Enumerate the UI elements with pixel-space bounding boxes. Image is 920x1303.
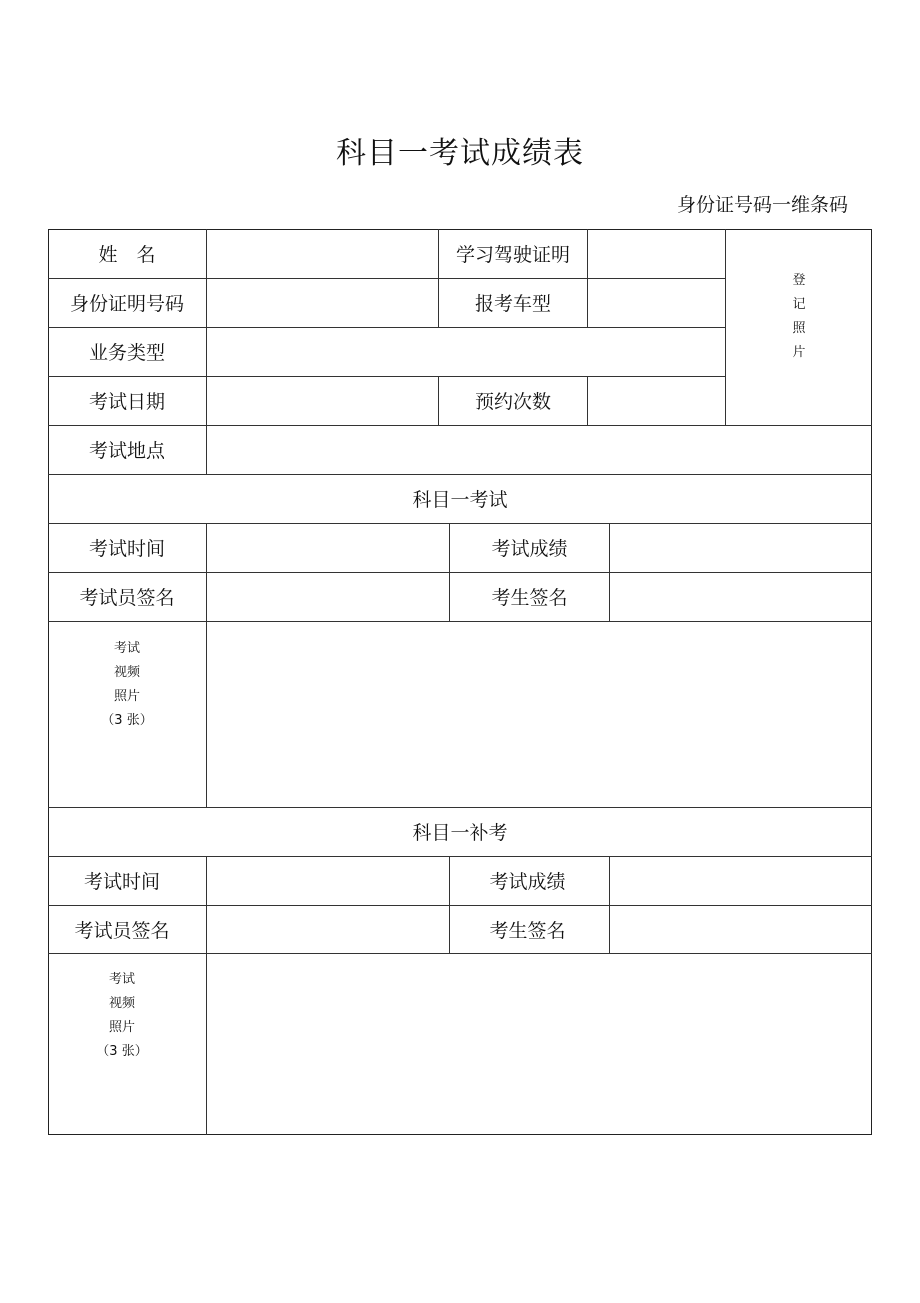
id-number-label: 身份证明号码 [69, 293, 184, 315]
retake-score-field[interactable] [610, 857, 872, 905]
exam-location-field[interactable] [207, 426, 872, 474]
retake-time-field[interactable] [207, 857, 449, 905]
exam-section-header: 科目一考试 [412, 489, 508, 511]
retake-candidate-signature-field[interactable] [610, 906, 872, 953]
business-type-label: 业务类型 [88, 342, 165, 364]
examiner-signature-field[interactable] [207, 573, 449, 621]
retake-candidate-signature-label: 考生签名 [489, 919, 566, 942]
retake-photo-label [48, 953, 196, 1135]
candidate-signature-field[interactable] [610, 573, 872, 621]
examiner-signature-label: 考试员签名 [79, 587, 175, 609]
name-label: 姓 名 [98, 244, 156, 266]
registration-photo-label: 记 [792, 296, 806, 312]
retake-photo-line: 考试 [108, 972, 135, 987]
retake-photo-line: 照片 [108, 1020, 135, 1035]
candidate-signature-label: 考生签名 [491, 587, 568, 609]
exam-location-label: 考试地点 [88, 440, 165, 462]
name-field[interactable] [207, 230, 438, 278]
barcode-label: 身份证号码一维条码 [676, 194, 848, 216]
vehicle-type-field[interactable] [588, 279, 725, 327]
exam-date-label: 考试日期 [88, 391, 165, 413]
registration-photo-label: 登 [792, 272, 806, 288]
vehicle-type-label: 报考车型 [474, 293, 551, 315]
learner-permit-label: 学习驾驶证明 [455, 244, 570, 266]
exam-photo-label [48, 621, 206, 807]
exam-date-field[interactable] [207, 377, 438, 425]
exam-photo-line: 视频 [113, 665, 140, 680]
exam-time-label: 考试时间 [88, 538, 165, 560]
exam-photo-line: 考试 [113, 641, 140, 656]
id-number-field[interactable] [207, 279, 438, 327]
retake-score-label: 考试成绩 [489, 871, 566, 893]
appointment-count-label: 预约次数 [474, 391, 551, 413]
appointment-count-field[interactable] [588, 377, 725, 425]
retake-photo-line: 视频 [108, 996, 135, 1011]
business-type-field[interactable] [207, 328, 725, 376]
exam-photo-line: （3 张） [101, 713, 153, 728]
retake-examiner-signature-field[interactable] [207, 906, 449, 953]
retake-photo-line: （3 张） [96, 1044, 148, 1059]
retake-section-header: 科目一补考 [412, 822, 508, 844]
retake-photo-area[interactable] [207, 954, 872, 1134]
exam-photo-area[interactable] [207, 622, 872, 807]
registration-photo-label: 片 [792, 344, 806, 360]
retake-examiner-signature-label: 考试员签名 [74, 919, 170, 942]
retake-time-label: 考试时间 [83, 871, 160, 893]
learner-permit-field[interactable] [588, 230, 725, 278]
exam-score-field[interactable] [610, 524, 872, 572]
page-title: 科目一考试成绩表 [336, 136, 584, 171]
registration-photo-box[interactable] [726, 230, 872, 425]
exam-time-field[interactable] [207, 524, 449, 572]
exam-score-label: 考试成绩 [491, 538, 568, 560]
exam-photo-line: 照片 [113, 689, 140, 704]
registration-photo-label: 照 [792, 320, 806, 336]
